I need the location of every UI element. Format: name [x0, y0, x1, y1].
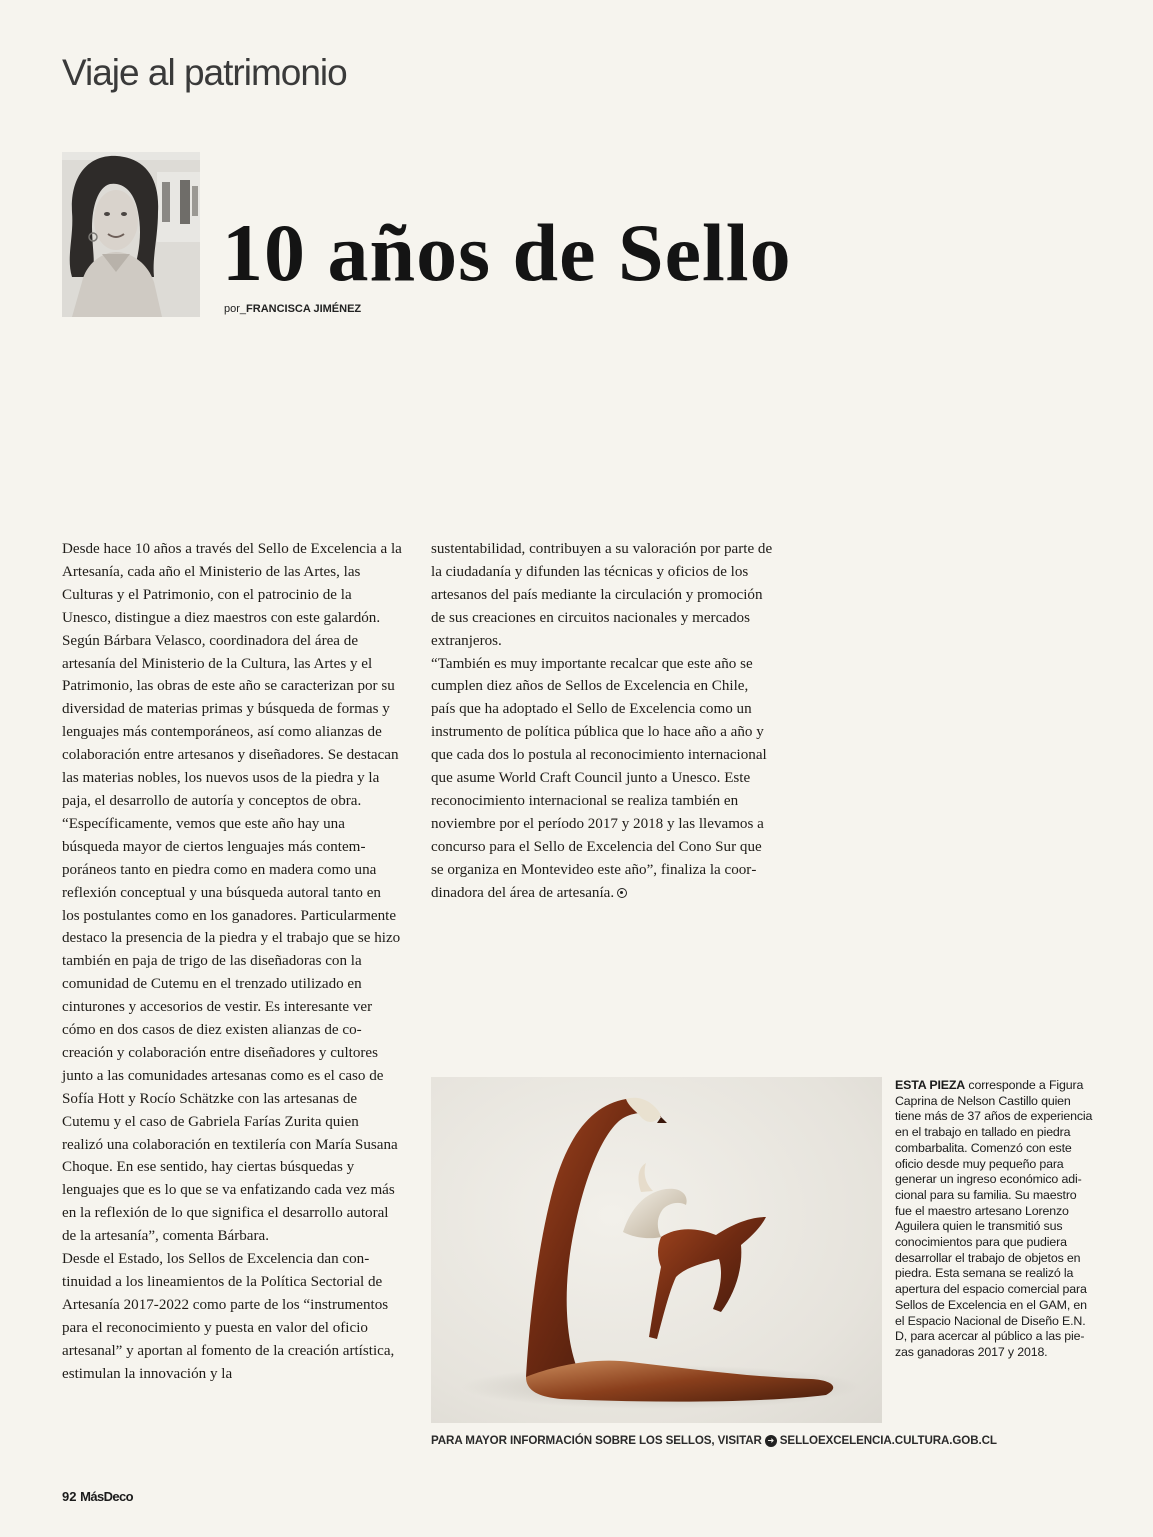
more-info-url[interactable]: SELLOEXCELENCIA.CULTURA.GOB.CL — [779, 1434, 997, 1447]
paragraph-final — [431, 653, 773, 905]
caption-text: corresponde a Figura Caprina de Nelson Castillo quien tiene más de 37 años de experiencia en el trabajo en tallado en piedra combarbalita. Comenzó con este oficio desde muy pequeño para generar un ingreso económico adicional para su familia. Su maestro fue el maestro artesano Lorenzo Aguilera quien le transmitió sus conocimientos para que pudiera desarrollar el trabajo de objetos en piedra. Esta semana se realizó la apertura del espacio comercial para Sellos de Excelencia en el GAM, en el Espacio Nacional de Diseño E.N. D, para acercar al público a las piezas ganadoras 2017 y 2018. — [895, 1078, 1093, 1359]
paragraph: sustentabilidad, contribuyen a su valoración por parte de la ciudadanía y difunden las técnicas y oficios de los artesanos del país mediante la circulación y promoción de sus creaciones en circuitos nacionales y mercados extranjeros. — [431, 541, 773, 649]
more-info-text: PARA MAYOR INFORMACIÓN SOBRE LOS SELLOS, VISITAR — [431, 1434, 762, 1447]
page-footer — [62, 1489, 133, 1504]
byline-author: FRANCISCA JIMÉNEZ — [246, 303, 362, 315]
byline-prefix: por_ — [224, 303, 247, 315]
author-photo — [62, 152, 200, 317]
magazine-name: MásDeco — [80, 1489, 133, 1504]
end-mark-icon — [617, 888, 627, 898]
article-column-1 — [62, 538, 402, 1386]
more-info-line — [431, 1434, 997, 1448]
byline — [224, 303, 361, 315]
sculpture-photo — [431, 1077, 882, 1423]
web-link-icon: ➜ — [765, 1435, 777, 1447]
section-label: Viaje al patrimonio — [62, 52, 347, 93]
caption-lead: ESTA PIEZA — [895, 1078, 966, 1092]
paragraph: Según Bárbara Velasco, coordinadora del área de artesanía del Ministerio de la Cultura, las Artes y el Patrimonio, las obras de este año se caracterizan por su diversidad de materias primas y búsqueda de formas y lenguajes más contemporáneos, así como alianzas de colaboración entre artesanos y diseñadores. Se destacan las materias nobles, los nuevos usos de la piedra y la paja, el desarrollo de autoría y conceptos de obra. — [62, 632, 399, 809]
photo-caption — [895, 1078, 1095, 1361]
paragraph: Desde hace 10 años a través del Sello de Excelencia a la Artesanía, cada año el Ministerio de las Artes, las Culturas y el Patrimonio, con el patrocinio de la Unesco, distingue a diez maestros con este galardón. — [62, 541, 402, 626]
paragraph: Desde el Estado, los Sellos de Excelencia dan continuidad a los lineamientos de la Política Sectorial de Artesanía 2017-2022 como parte de los “instrumentos para el reconocimiento y puesta en valor del oficio artesanal” y aportan al fomento de la creación artística, estimulan la innovación y la — [62, 1251, 395, 1382]
article-column-2 — [431, 538, 773, 905]
paragraph-text: “También es muy importante recalcar que este año se cumplen diez años de Sellos de Excelencia en Chile, país que ha adoptado el Sello de Excelencia como un instrumento de política pública que lo hace año a año y que cada dos lo postula al reconocimiento internacional que asume World Craft Council junto a Unesco. Este reconocimiento internacional se realiza también en noviembre por el período 2017 y 2018 y las llevamos a concurso para el Sello de Excelencia del Cono Sur que se organiza en Montevideo este año”, finaliza la coordinadora del área de artesanía. — [431, 655, 767, 901]
page-number: 92 — [62, 1489, 77, 1504]
paragraph: “Específicamente, vemos que este año hay una búsqueda mayor de ciertos lenguajes más contemporáneos tanto en piedra como en madera como una reflexión conceptual y una búsqueda autoral tanto en los postulantes como en los ganadores. Particularmente destaco la presencia de la piedra y el trabajo que se hizo también en paja de trigo de las diseñadoras con la comunidad de Cutemu en el trenzado utilizado en cinturones y accesorios de vestir. Es interesante ver cómo en dos casos de diez existen alianzas de co-creación y colaboración entre diseñadores y cultores junto a las comunidades artesanas como es el caso de Sofía Hott y Rocío Schätzke con las artesanas de Cutemu y el caso de Gabriela Farías Zurita quien realizó una colaboración en textilería con María Susana Choque. En ese sentido, hay ciertas búsquedas y lenguajes que es lo que se va enfatizando cada vez más en la reflexión de lo que significa el desarrollo autoral de la artesanía”, comenta Bárbara. — [62, 815, 401, 1245]
article-title: 10 años de Sello — [222, 207, 792, 298]
